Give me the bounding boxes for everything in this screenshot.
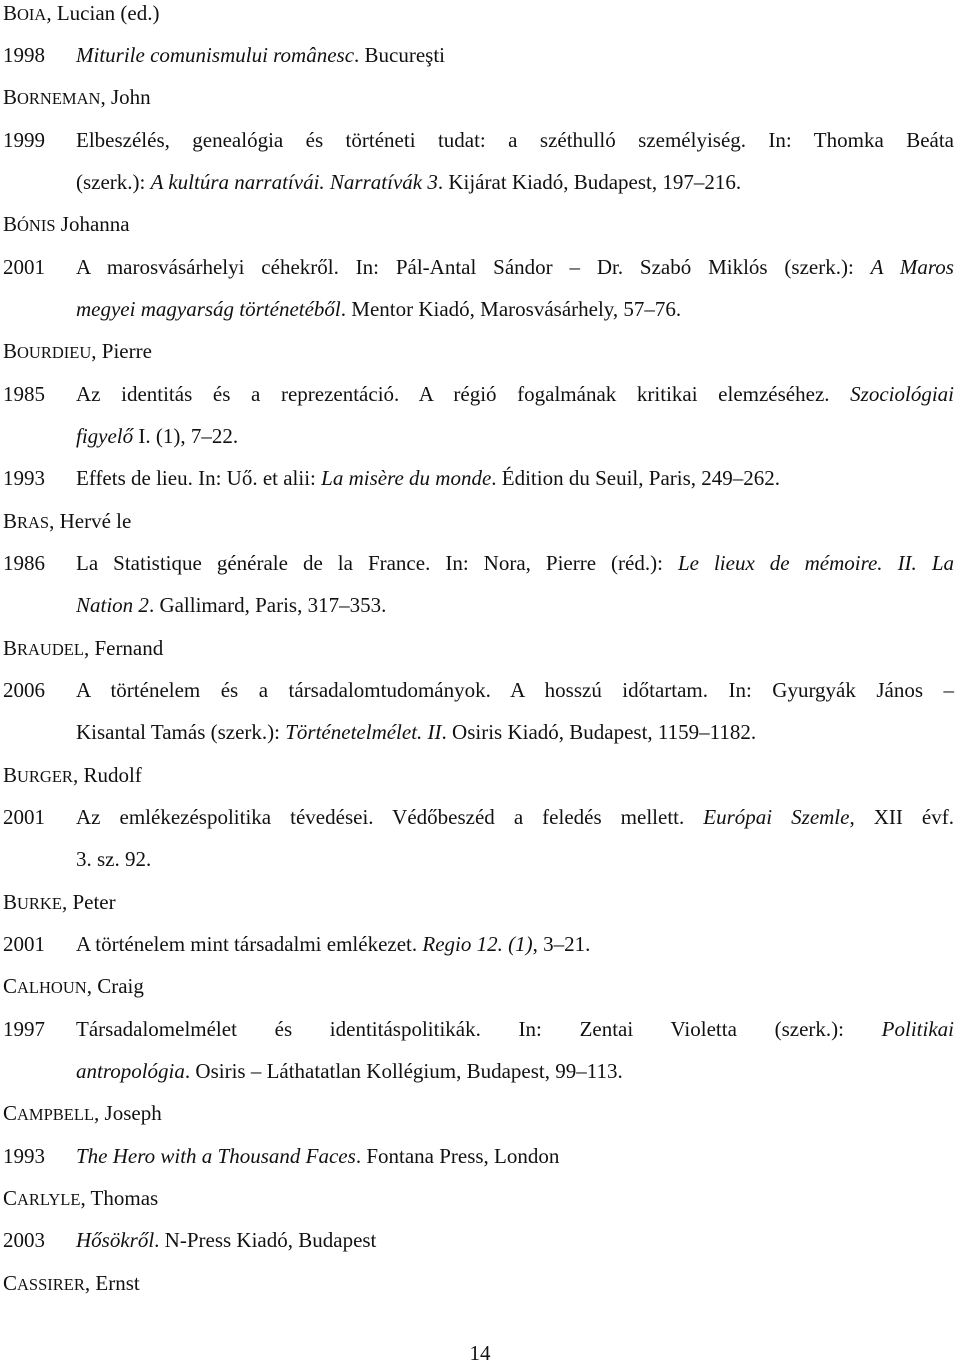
entry-year: 2003 [3,1228,45,1252]
entry-year: 1985 [3,382,45,406]
entry-year: 2001 [3,255,45,279]
bibliography-entry: 1997 Társadalomelmélet és identitáspolitikák. In: Zentai Violetta (szerk.): Politikai [3,1017,954,1041]
entry-continuation: Nation 2. Gallimard, Paris, 317–353. [76,593,387,617]
entry-continuation: Kisantal Tamás (szerk.): Történetelmélet. II. Osiris Kiadó, Budapest, 1159–1182. [76,720,757,744]
author-heading: CAMPBELL, Joseph [3,1101,162,1125]
entry-year: 1986 [3,551,45,575]
author-heading: BRAS, Hervé le [3,509,132,533]
author-heading: BOURDIEU, Pierre [3,339,152,363]
bibliography-entry: 1998 Miturile comunismului românesc. Bucureşti [3,43,446,67]
author-heading: BOIA, Lucian (ed.) [3,1,160,25]
bibliography-entry: 2001 Az emlékezéspolitika tévedései. Védőbeszéd a feledés mellett. Európai Szemle, XII évf. [3,805,954,829]
author-heading: BURKE, Peter [3,890,116,914]
bibliography-entry: 2001 A történelem mint társadalmi emlékezet. Regio 12. (1), 3–21. [3,932,591,956]
entry-year: 2001 [3,932,45,956]
entry-year: 2001 [3,805,45,829]
bibliography-entry: 1993 Effets de lieu. In: Uő. et alii: La misère du monde. Édition du Seuil, Paris, 249–262. [3,466,781,490]
author-heading: CALHOUN, Craig [3,974,144,998]
entry-year: 1993 [3,466,45,490]
entry-continuation: (szerk.): A kultúra narratívái. Narratívák 3. Kijárat Kiadó, Budapest, 197–216. [76,170,742,194]
entry-continuation: antropológia. Osiris – Láthatatlan Kollégium, Budapest, 99–113. [76,1059,623,1083]
author-heading: CARLYLE, Thomas [3,1186,159,1210]
bibliography-entry: 2001 A marosvásárhelyi céhekről. In: Pál-Antal Sándor – Dr. Szabó Miklós (szerk.): A Maros [3,255,954,279]
bibliography-entry: 2006 A történelem és a társadalomtudományok. A hosszú időtartam. In: Gyurgyák János – [3,678,954,702]
author-heading: BRAUDEL, Fernand [3,636,164,660]
author-heading: BURGER, Rudolf [3,763,142,787]
entry-year: 1998 [3,43,45,67]
author-heading: BORNEMAN, John [3,85,151,109]
bibliography-entry: 1986 La Statistique générale de la France. In: Nora, Pierre (réd.): Le lieux de mémoire. II. La [3,551,954,575]
entry-year: 1993 [3,1144,45,1168]
page-number: 14 [469,1341,491,1365]
author-heading: BÓNIS Johanna [3,212,130,236]
entry-year: 1999 [3,128,45,152]
entry-continuation: 3. sz. 92. [76,847,152,871]
bibliography-entry: 1999 Elbeszélés, genealógia és történeti tudat: a széthulló személyiség. In: Thomka Beáta [3,128,954,152]
author-heading: CASSIRER, Ernst [3,1271,140,1295]
bibliography-entry: 1993 The Hero with a Thousand Faces. Fontana Press, London [3,1144,560,1168]
entry-continuation: figyelő I. (1), 7–22. [76,424,239,448]
bibliography-entry: 2003 Hősökről. N-Press Kiadó, Budapest [3,1228,377,1252]
entry-continuation: megyei magyarság történetéből. Mentor Kiadó, Marosvásárhely, 57–76. [76,297,682,321]
entry-year: 2006 [3,678,45,702]
entry-year: 1997 [3,1017,45,1041]
bibliography-entry: 1985 Az identitás és a reprezentáció. A régió fogalmának kritikai elemzéséhez. Szociológiai [3,382,954,406]
